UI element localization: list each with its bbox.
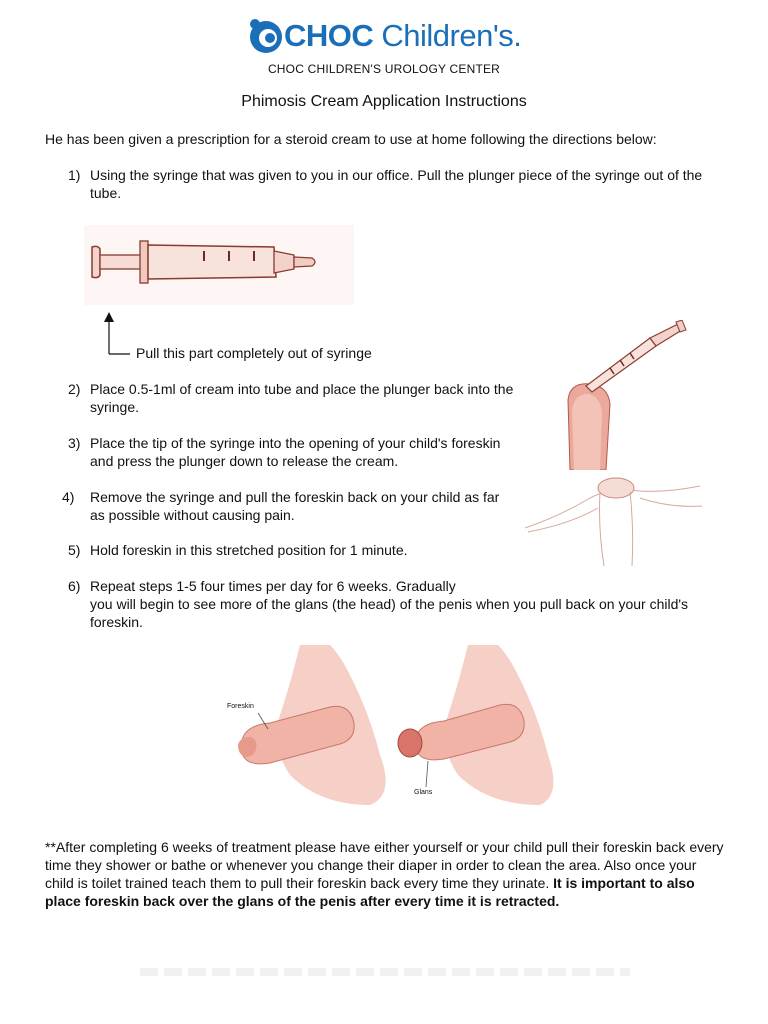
syringe-caption: Pull this part completely out of syringe — [136, 345, 372, 361]
note-normal-text: **After completing 6 weeks of treatment please have either yourself or your child pull their foreskin back every time they shower or bathe or whenever you change their diaper in order to clean the area. Also once your child is toilet trained teach them to pull their foreskin back every time they urinate. — [45, 839, 724, 891]
step-2-number: 2) — [68, 381, 81, 397]
glans-label: Glans — [414, 789, 433, 796]
step-3-number: 3) — [68, 435, 81, 451]
page-title: Phimosis Cream Application Instructions — [241, 93, 527, 110]
faint-footer-line — [140, 968, 630, 976]
step-4-text: Remove the syringe and pull the foreskin back on your child as far as possible without causing pain. — [90, 489, 500, 523]
step-1-number: 1) — [68, 167, 81, 183]
department-name: CHOC CHILDREN'S UROLOGY CENTER — [267, 62, 501, 76]
step-6-number: 6) — [68, 578, 81, 594]
step-1-text: Using the syringe that was given to you in our office. Pull the plunger piece of the syringe out of the tube. — [90, 167, 703, 201]
step-6-line-2: you will begin to see more of the glans (the head) of the penis when you pull back on your child's foreskin. — [90, 596, 689, 630]
intro-text: He has been given a prescription for a steroid cream to use at home following the directions below: — [45, 131, 657, 147]
syringe-application-illustration — [560, 320, 690, 470]
step-2-text: Place 0.5-1ml of cream into tube and place the plunger back into the syringe. — [90, 381, 514, 415]
up-arrow-icon — [100, 312, 132, 360]
after-treatment-note — [45, 838, 725, 910]
syringe-illustration — [84, 225, 354, 305]
bear-logo-icon — [248, 18, 284, 54]
step-6-line-1: Repeat steps 1-5 four times per day for 6 weeks. Gradually — [90, 578, 456, 594]
step-6-text — [90, 577, 690, 631]
foreskin-label: Foreskin — [227, 703, 254, 710]
step-4-number: 4) — [62, 489, 75, 505]
step-5-text: Hold foreskin in this stretched position for 1 minute. — [90, 542, 408, 558]
note-bold-text: It is important to also place foreskin back over the glans of the penis after every time it is retracted. — [45, 875, 695, 909]
anatomy-diagram — [220, 645, 560, 810]
choc-logo — [248, 16, 521, 56]
step-3-text: Place the tip of the syringe into the opening of your child's foreskin and press the plunger down to release the cream. — [90, 435, 501, 469]
step-5-number: 5) — [68, 542, 81, 558]
logo-wordmark: CHOC Children's. — [284, 18, 522, 53]
